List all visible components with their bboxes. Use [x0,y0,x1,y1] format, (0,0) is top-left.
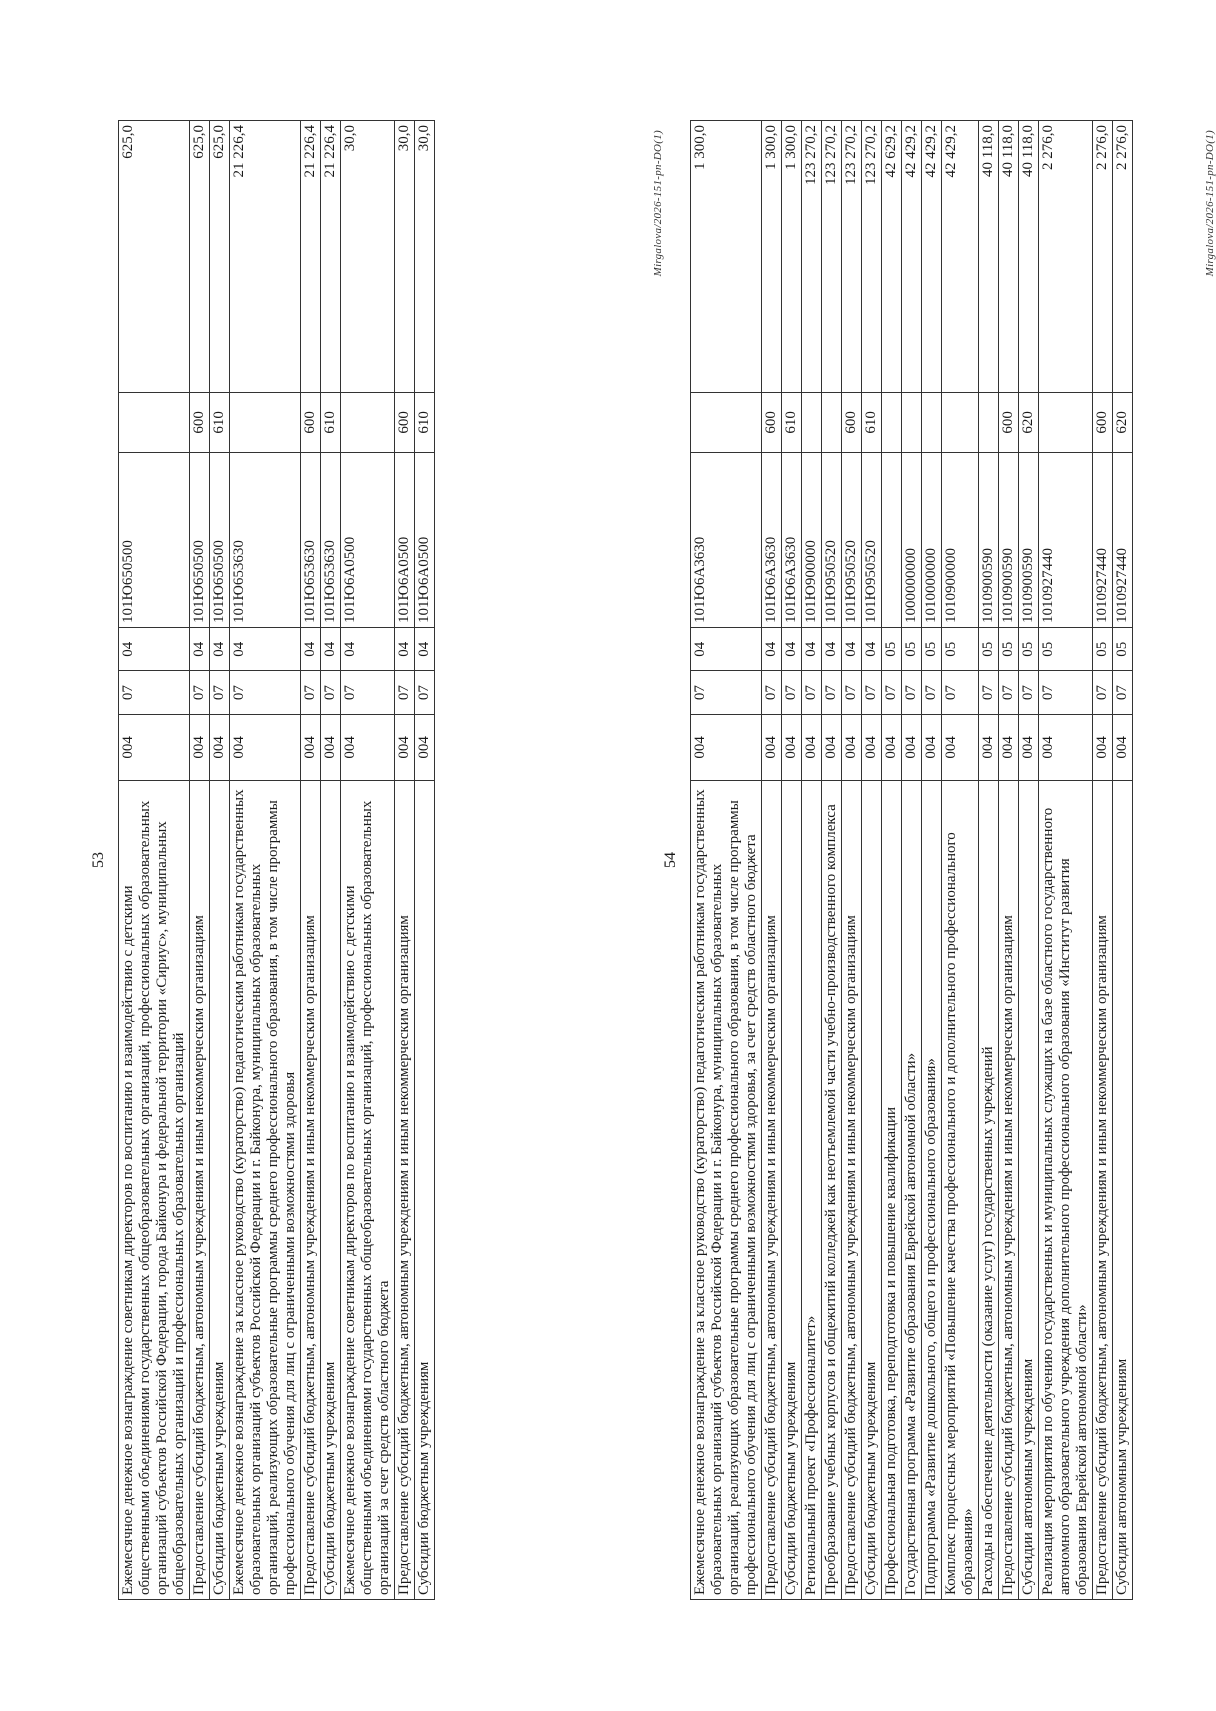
code-vr-cell [922,393,942,453]
code-pr-cell: 05 [1113,628,1133,671]
code-pr-cell: 05 [1019,628,1039,671]
code-ved-cell: 004 [762,714,782,780]
code-pr-cell: 04 [415,628,435,671]
table-row [999,121,1019,1600]
code-rz-cell: 07 [822,671,842,714]
code-ved-cell: 004 [942,714,979,780]
row-name-cell: Ежемесячное денежное вознаграждение советникам директоров по воспитанию и взаимодействию с детскими общественными объединениями государственных общеобразовательных организаций, профессиональных образовательных организаций субъектов Российской Федерации, города Байконура и федеральной территории «Сириус», муниципальных общеобразовательных организаций и профессиональных образовательных организаций [119,780,190,1599]
table-row [301,121,321,1600]
code-vr-cell: 600 [1093,393,1113,453]
table-row [862,121,882,1600]
document-footer: Mirgalova/2026-151-pn-DO(1) [652,130,664,277]
code-pr-cell: 05 [979,628,999,671]
code-ved-cell: 004 [230,714,301,780]
code-vr-cell [691,393,762,453]
amount-cell: 625,0 [190,121,210,393]
table-row [942,121,979,1600]
code-ved-cell: 004 [1019,714,1039,780]
code-csr-cell: 1000000000 [902,452,922,627]
code-rz-cell: 07 [902,671,922,714]
code-csr-cell: 101Ю6А0500 [341,452,395,627]
code-rz-cell: 07 [882,671,902,714]
code-csr-cell: 101Ю6А3630 [691,452,762,627]
amount-cell: 42 429,2 [922,121,942,393]
row-name-cell: Субсидии бюджетным учреждениям [415,780,435,1599]
code-rz-cell: 07 [1093,671,1113,714]
code-ved-cell: 004 [321,714,341,780]
amount-cell: 1 300,0 [782,121,802,393]
code-pr-cell: 04 [321,628,341,671]
amount-cell: 2 276,0 [1093,121,1113,393]
code-rz-cell: 07 [942,671,979,714]
code-pr-cell: 04 [210,628,230,671]
code-rz-cell: 07 [230,671,301,714]
code-pr-cell: 05 [999,628,1019,671]
table-row [842,121,862,1600]
table-row [119,121,190,1600]
code-csr-cell: 101Ю900000 [802,452,822,627]
code-pr-cell: 04 [395,628,415,671]
code-vr-cell [802,393,822,453]
amount-cell: 1 300,0 [762,121,782,393]
code-pr-cell: 05 [942,628,979,671]
amount-cell: 21 226,4 [301,121,321,393]
code-rz-cell: 07 [210,671,230,714]
code-vr-cell: 610 [782,393,802,453]
amount-cell: 21 226,4 [321,121,341,393]
table-row [979,121,999,1600]
row-name-cell: Предоставление субсидий бюджетным, автономным учреждениям и иным некоммерческим организациям [762,780,782,1599]
code-csr-cell: 101Ю950520 [822,452,842,627]
code-ved-cell: 004 [999,714,1019,780]
code-ved-cell: 004 [782,714,802,780]
code-ved-cell: 004 [190,714,210,780]
code-pr-cell: 05 [882,628,902,671]
row-name-cell: Профессиональная подготовка, переподготовка и повышение квалификации [882,780,902,1599]
code-vr-cell [230,393,301,453]
code-ved-cell: 004 [802,714,822,780]
code-ved-cell: 004 [882,714,902,780]
code-csr-cell: 1010900000 [942,452,979,627]
code-csr-cell: 101Ю653630 [321,452,341,627]
table-row [190,121,210,1600]
code-ved-cell: 004 [1093,714,1113,780]
code-pr-cell: 04 [119,628,190,671]
code-csr-cell: 101Ю950520 [842,452,862,627]
amount-cell: 40 118,0 [999,121,1019,393]
row-name-cell: Ежемесячное денежное вознаграждение за классное руководство (кураторство) педагогическим работникам государственных образовательных организаций субъектов Российской Федерации и г. Байконура, муниципальных образовательных организаций, реализующих образовательные программы среднего профессионального образования, в том числе программы профессионального обучения для лиц с ограниченными возможностями здоровья [230,780,301,1599]
code-csr-cell: 1010927440 [1039,452,1093,627]
code-vr-cell [822,393,842,453]
code-pr-cell: 04 [842,628,862,671]
row-name-cell: Предоставление субсидий бюджетным, автономным учреждениям и иным некоммерческим организациям [301,780,321,1599]
code-pr-cell: 04 [301,628,321,671]
row-name-cell: Ежемесячное денежное вознаграждение за классное руководство (кураторство) педагогическим работникам государственных образовательных организаций субъектов Российской Федерации и г. Байконура, муниципальных образовательных организаций, реализующих образовательные программы среднего профессионального образования, в том числе программы профессионального обучения для лиц с ограниченными возможностями здоровья, за счет средств областного бюджета [691,780,762,1599]
code-ved-cell: 004 [1039,714,1093,780]
code-csr-cell: 101Ю653630 [230,452,301,627]
code-rz-cell: 07 [1113,671,1133,714]
code-pr-cell: 04 [762,628,782,671]
row-name-cell: Субсидии бюджетным учреждениям [782,780,802,1599]
code-csr-cell: 101Ю6А3630 [762,452,782,627]
code-vr-cell: 600 [762,393,782,453]
code-vr-cell [902,393,922,453]
code-csr-cell: 101Ю6А0500 [415,452,435,627]
code-ved-cell: 004 [902,714,922,780]
table-row [1039,121,1093,1600]
amount-cell: 123 270,2 [862,121,882,393]
code-rz-cell: 07 [190,671,210,714]
row-name-cell: Субсидии автономным учреждениям [1113,780,1133,1599]
code-pr-cell: 04 [691,628,762,671]
code-rz-cell: 07 [979,671,999,714]
amount-cell: 30,0 [395,121,415,393]
code-pr-cell: 05 [1039,628,1093,671]
table-row [922,121,942,1600]
table-row [415,121,435,1600]
page-number: 54 [662,852,679,868]
code-ved-cell: 004 [922,714,942,780]
table-row [882,121,902,1600]
code-ved-cell: 004 [862,714,882,780]
row-name-cell: Расходы на обеспечение деятельности (оказание услуг) государственных учреждений [979,780,999,1599]
row-name-cell: Субсидии бюджетным учреждениям [210,780,230,1599]
code-rz-cell: 07 [999,671,1019,714]
code-ved-cell: 004 [395,714,415,780]
row-name-cell: Предоставление субсидий бюджетным, автономным учреждениям и иным некоммерческим организациям [1093,780,1113,1599]
row-name-cell: Ежемесячное денежное вознаграждение советникам директоров по воспитанию и взаимодействию с детскими общественными объединениями государственных общеобразовательных организаций, профессиональных образовательных организаций за счет средств областного бюджета [341,780,395,1599]
code-rz-cell: 07 [395,671,415,714]
code-ved-cell: 004 [301,714,321,780]
table-row [902,121,922,1600]
page-number: 53 [90,852,107,868]
table-row [210,121,230,1600]
code-pr-cell: 04 [862,628,882,671]
code-rz-cell: 07 [782,671,802,714]
code-rz-cell: 07 [1039,671,1093,714]
code-rz-cell: 07 [301,671,321,714]
row-name-cell: Субсидии автономным учреждениям [1019,780,1039,1599]
row-name-cell: Предоставление субсидий бюджетным, автономным учреждениям и иным некоммерческим организациям [395,780,415,1599]
code-csr-cell: 1010927440 [1113,452,1133,627]
amount-cell: 625,0 [119,121,190,393]
code-csr-cell: 101Ю650500 [190,452,210,627]
code-ved-cell: 004 [822,714,842,780]
code-rz-cell: 07 [862,671,882,714]
code-ved-cell: 004 [119,714,190,780]
row-name-cell: Предоставление субсидий бюджетным, автономным учреждениям и иным некоммерческим организациям [999,780,1019,1599]
code-pr-cell: 04 [802,628,822,671]
amount-cell: 30,0 [341,121,395,393]
table-row [395,121,415,1600]
code-rz-cell: 07 [119,671,190,714]
row-name-cell: Государственная программа «Развитие образования Еврейской автономной области» [902,780,922,1599]
amount-cell: 40 118,0 [1019,121,1039,393]
code-pr-cell: 04 [190,628,210,671]
document-page-53 [90,120,664,1600]
code-rz-cell: 07 [762,671,782,714]
code-rz-cell: 07 [341,671,395,714]
amount-cell: 21 226,4 [230,121,301,393]
amount-cell: 2 276,0 [1039,121,1093,393]
table-row [691,121,762,1600]
amount-cell: 123 270,2 [802,121,822,393]
code-vr-cell: 600 [190,393,210,453]
code-pr-cell: 05 [1093,628,1113,671]
code-csr-cell: 1010900590 [1019,452,1039,627]
table-row [321,121,341,1600]
code-vr-cell [979,393,999,453]
code-vr-cell: 610 [862,393,882,453]
code-csr-cell: 1010000000 [922,452,942,627]
amount-cell: 123 270,2 [842,121,862,393]
code-pr-cell: 05 [902,628,922,671]
table-body [691,121,1133,1600]
table-row [1113,121,1133,1600]
amount-cell: 40 118,0 [979,121,999,393]
code-rz-cell: 07 [691,671,762,714]
row-name-cell: Преобразование учебных корпусов и общежитий колледжей как неотъемлемой части учебно-производственного комплекса [822,780,842,1599]
code-ved-cell: 004 [979,714,999,780]
code-vr-cell [942,393,979,453]
row-name-cell: Субсидии бюджетным учреждениям [862,780,882,1599]
row-name-cell: Предоставление субсидий бюджетным, автономным учреждениям и иным некоммерческим организациям [190,780,210,1599]
code-csr-cell: 1010900590 [979,452,999,627]
code-ved-cell: 004 [341,714,395,780]
amount-cell: 42 429,2 [942,121,979,393]
code-vr-cell: 600 [395,393,415,453]
code-csr-cell: 1010927440 [1093,452,1113,627]
row-name-cell: Субсидии бюджетным учреждениям [321,780,341,1599]
code-rz-cell: 07 [1019,671,1039,714]
code-csr-cell: 101Ю950520 [862,452,882,627]
table-row [782,121,802,1600]
amount-cell: 30,0 [415,121,435,393]
code-csr-cell: 1010900590 [999,452,1019,627]
amount-cell: 123 270,2 [822,121,842,393]
row-name-cell: Предоставление субсидий бюджетным, автономным учреждениям и иным некоммерческим организациям [842,780,862,1599]
code-rz-cell: 07 [321,671,341,714]
code-ved-cell: 004 [842,714,862,780]
row-name-cell: Реализация мероприятия по обучению государственных и муниципальных служащих на базе областного государственного автономного образовательного учреждения дополнительного профессионального образования «Институт развития образования Еврейской автономной области» [1039,780,1093,1599]
document-page-54 [662,120,1216,1600]
document-footer: Mirgalova/2026-151-pn-DO(1) [1204,130,1216,277]
code-vr-cell: 610 [210,393,230,453]
code-ved-cell: 004 [210,714,230,780]
code-vr-cell: 620 [1019,393,1039,453]
code-vr-cell: 600 [999,393,1019,453]
code-pr-cell: 05 [922,628,942,671]
row-name-cell: Региональный проект «Профессионалитет» [802,780,822,1599]
table-row [822,121,842,1600]
code-pr-cell: 04 [822,628,842,671]
table-row [1019,121,1039,1600]
code-ved-cell: 004 [415,714,435,780]
row-name-cell: Комплекс процессных мероприятий «Повышение качества профессионального и дополнительного профессионального образования» [942,780,979,1599]
code-csr-cell: 101Ю650500 [210,452,230,627]
code-csr-cell: 101Ю6А0500 [395,452,415,627]
budget-table [690,120,1133,1600]
table-row [1093,121,1113,1600]
table-row [341,121,395,1600]
amount-cell: 42 629,2 [882,121,902,393]
code-pr-cell: 04 [230,628,301,671]
code-pr-cell: 04 [341,628,395,671]
amount-cell: 2 276,0 [1113,121,1133,393]
row-name-cell: Подпрограмма «Развитие дошкольного, общего и профессионального образования» [922,780,942,1599]
code-csr-cell: 101Ю6А3630 [782,452,802,627]
code-ved-cell: 004 [1113,714,1133,780]
amount-cell: 1 300,0 [691,121,762,393]
code-vr-cell [341,393,395,453]
code-vr-cell: 600 [301,393,321,453]
code-vr-cell: 620 [1113,393,1133,453]
code-csr-cell [882,452,902,627]
table-row [230,121,301,1600]
code-vr-cell: 610 [321,393,341,453]
budget-table [118,120,435,1600]
code-vr-cell [1039,393,1093,453]
table-row [762,121,782,1600]
code-csr-cell: 101Ю653630 [301,452,321,627]
code-pr-cell: 04 [782,628,802,671]
code-vr-cell [882,393,902,453]
table-row [802,121,822,1600]
code-ved-cell: 004 [691,714,762,780]
code-csr-cell: 101Ю650500 [119,452,190,627]
code-vr-cell: 610 [415,393,435,453]
code-rz-cell: 07 [802,671,822,714]
amount-cell: 625,0 [210,121,230,393]
code-vr-cell [119,393,190,453]
amount-cell: 42 429,2 [902,121,922,393]
table-body [119,121,435,1600]
code-rz-cell: 07 [415,671,435,714]
code-vr-cell: 600 [842,393,862,453]
code-rz-cell: 07 [922,671,942,714]
code-rz-cell: 07 [842,671,862,714]
